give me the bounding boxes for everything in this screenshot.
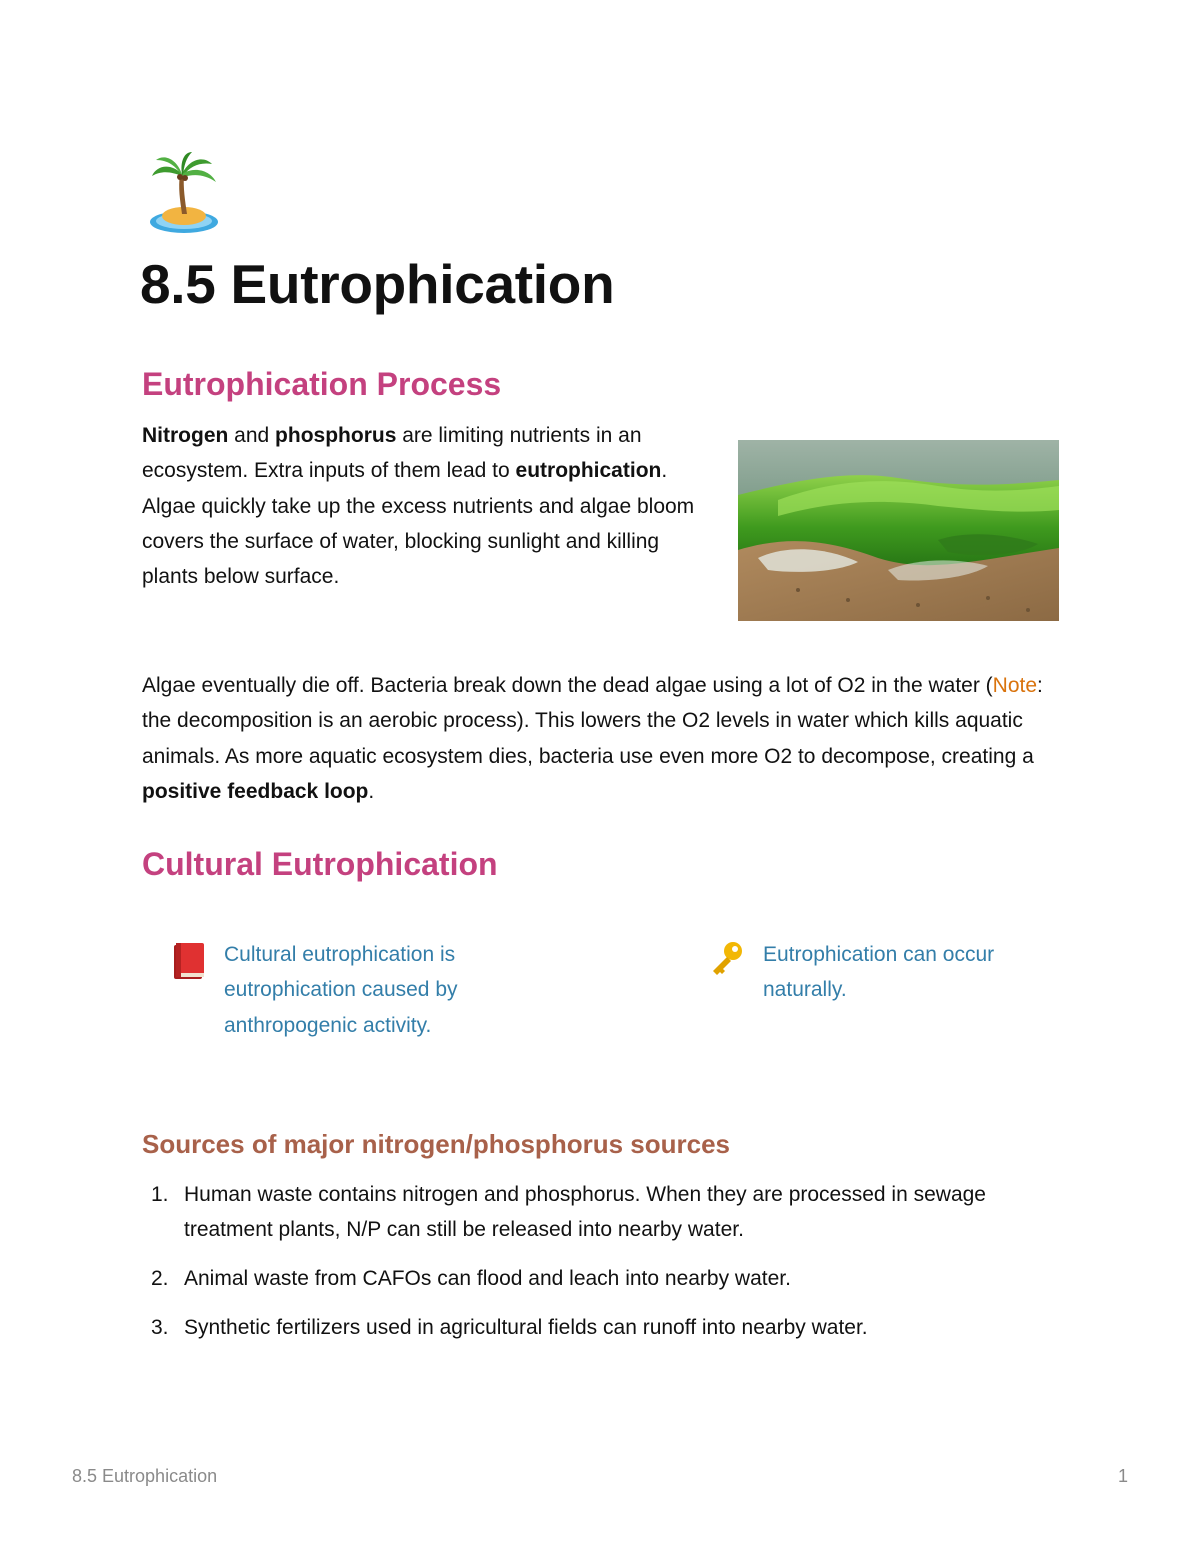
- callout-text: Cultural eutrophication is eutrophication caused by anthropogenic activity.: [224, 943, 458, 1037]
- footer-title: 8.5 Eutrophication: [72, 1466, 218, 1486]
- section-heading-eutrophication-process: Eutrophication Process: [142, 366, 502, 402]
- palm-island-icon: [146, 152, 222, 236]
- list-number: 3.: [151, 1316, 169, 1339]
- list-item-text: Synthetic fertilizers used in agricultural fields can runoff into nearby water.: [184, 1316, 868, 1339]
- section-heading-cultural-eutrophication: Cultural Eutrophication: [142, 846, 498, 882]
- text-span: Algae eventually die off. Bacteria break down the dead algae using a lot of O2 in the water (: [142, 674, 993, 697]
- paragraph-nutrients: [142, 418, 702, 594]
- page-title: 8.5 Eutrophication: [140, 253, 615, 315]
- paragraph-decomposition: [142, 668, 1062, 809]
- red-book-icon: [170, 937, 206, 981]
- text-span: are limiting nutrients in an ecosystem. Extra inputs of them lead to: [142, 424, 642, 483]
- algae-bloom-shore-image: [738, 440, 1059, 621]
- page-number: 1: [1117, 1466, 1128, 1486]
- list-item: [142, 1310, 1042, 1345]
- text-span: . Algae quickly take up the excess nutrients and algae bloom covers the surface of water, blocking sunlight and killing plants below surface.: [142, 459, 695, 589]
- text-span: and: [228, 424, 276, 447]
- bold-positive-feedback-loop: positive feedback loop: [142, 779, 369, 803]
- section-heading-sources: Sources of major nitrogen/phosphorus sources: [142, 1129, 730, 1159]
- text-span: : the decomposition is an aerobic process). This lowers the O2 levels in water which kills aquatic animals. As more aquatic ecosystem dies, bacteria use even more O2 to decompose, creating a: [142, 674, 1043, 768]
- list-number: 2.: [151, 1267, 169, 1290]
- sources-list: [142, 1177, 1042, 1359]
- list-item: [142, 1177, 1042, 1247]
- note-label: Note: [992, 674, 1038, 697]
- bold-eutrophication: eutrophication: [515, 459, 662, 483]
- bold-nitrogen: Nitrogen: [142, 424, 229, 447]
- list-item-text: Human waste contains nitrogen and phosphorus. When they are processed in sewage treatment plants, N/P can still be released into nearby water.: [184, 1183, 986, 1241]
- list-number: 1.: [151, 1183, 169, 1206]
- list-item: [142, 1261, 1042, 1296]
- text-span: .: [368, 779, 375, 803]
- callout-text: Eutrophication can occur naturally.: [763, 943, 995, 1002]
- list-item-text: Animal waste from CAFOs can flood and leach into nearby water.: [184, 1267, 791, 1290]
- key-icon: [709, 937, 745, 981]
- bold-phosphorus: phosphorus: [275, 424, 397, 447]
